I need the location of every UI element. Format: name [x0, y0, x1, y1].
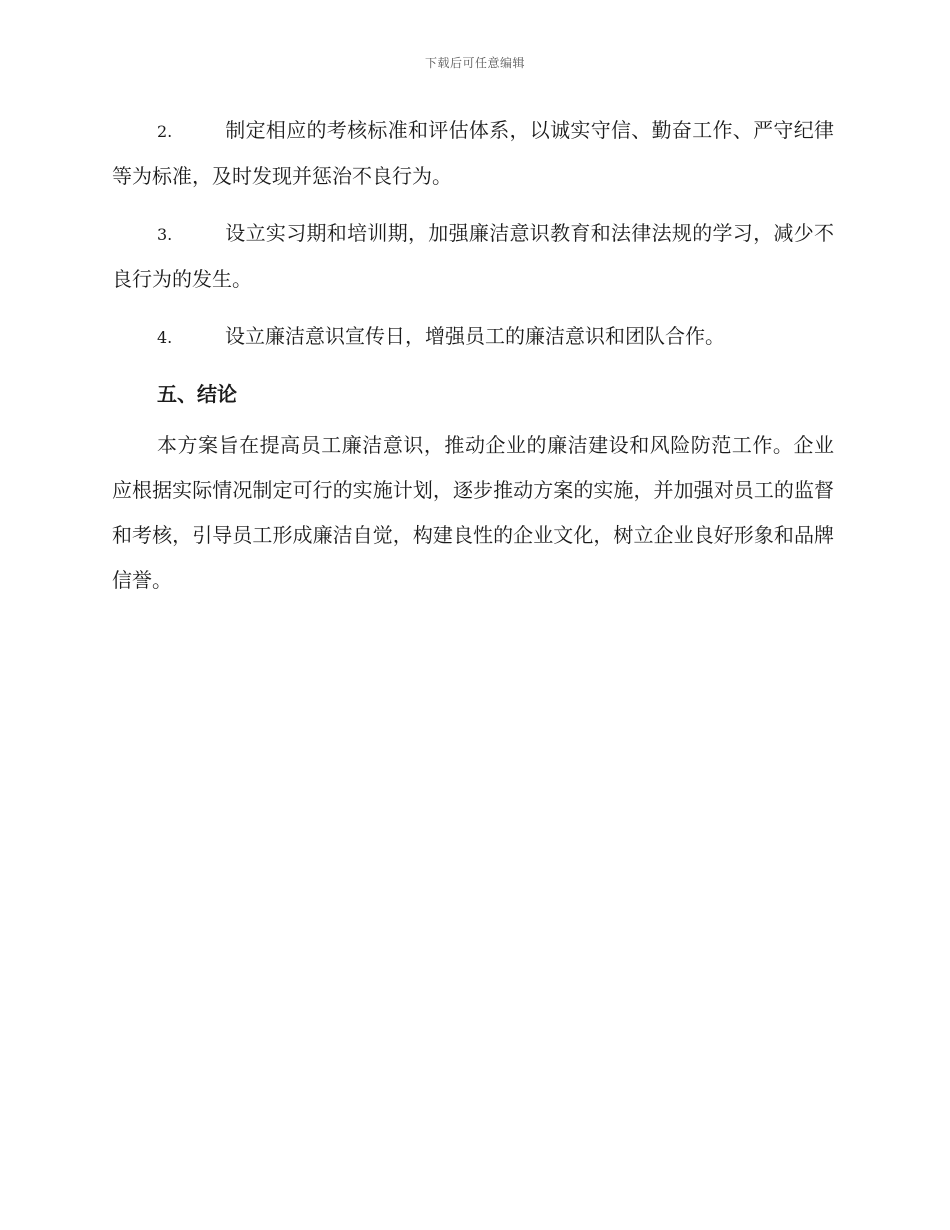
list-item-number: 3. [157, 225, 173, 244]
list-item-text: 设立实习期和培训期，加强廉洁意识教育和法律法规的学习，减少不良行为的发生。 [112, 221, 834, 291]
list-item-text: 设立廉洁意识宣传日，增强员工的廉洁意识和团队合作。 [225, 324, 725, 348]
list-item [112, 314, 834, 360]
list-item-text: 制定相应的考核标准和评估体系，以诚实守信、勤奋工作、严守纪律等为标准，及时发现并惩治不良行为。 [112, 118, 834, 188]
list-item [112, 108, 834, 199]
document-body [112, 108, 834, 615]
list-item-number: 4. [157, 328, 173, 347]
section-paragraph: 本方案旨在提高员工廉洁意识，推动企业的廉洁建设和风险防范工作。企业应根据实际情况制定可行的实施计划，逐步推动方案的实施，并加强对员工的监督和考核，引导员工形成廉洁自觉，构建良性的企业文化，树立企业良好形象和品牌信誉。 [112, 433, 834, 592]
list-item-number: 2. [157, 122, 173, 141]
list-item [112, 211, 834, 302]
section-heading: 五、结论 [157, 382, 237, 406]
page-header: 下载后可任意编辑 [424, 56, 525, 70]
